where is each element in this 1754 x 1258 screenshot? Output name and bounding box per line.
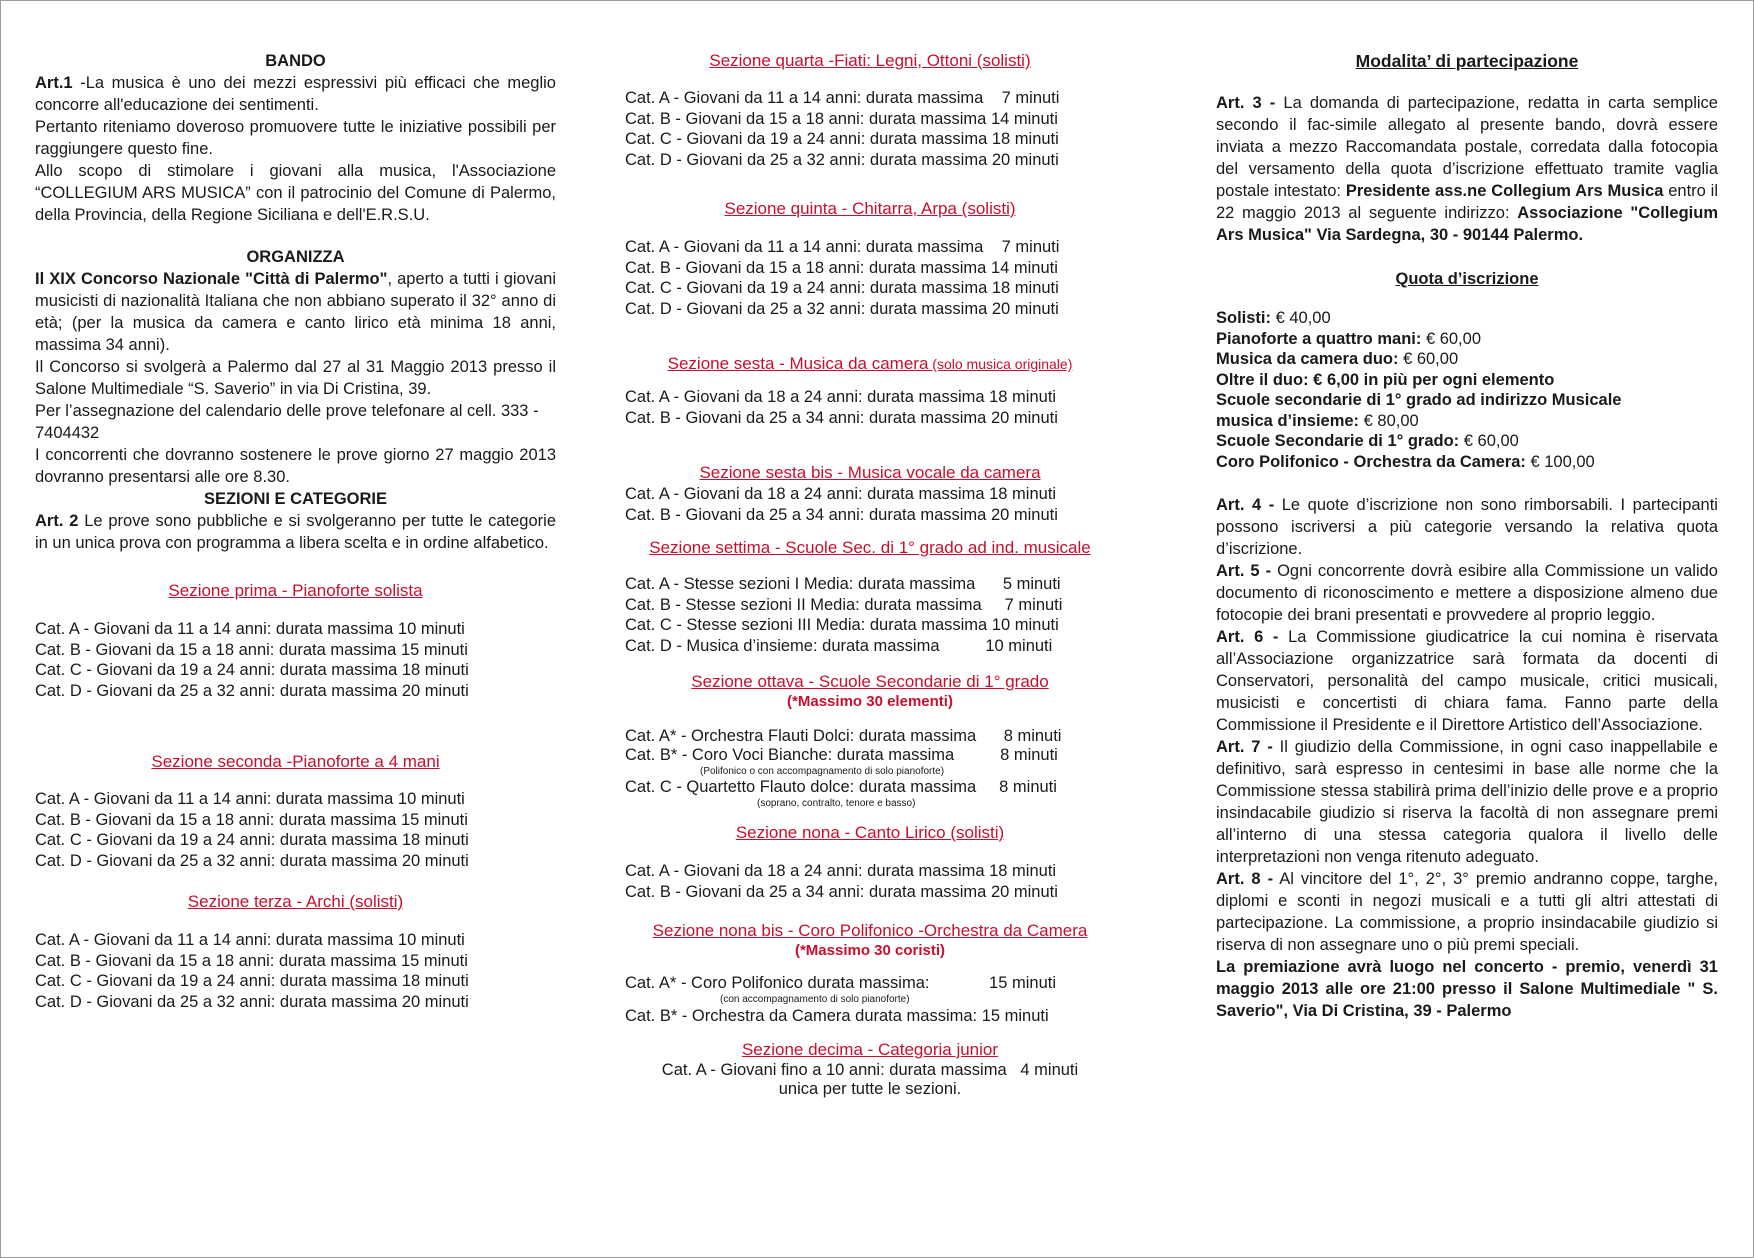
category-line: Cat. C - Giovani da 19 a 24 anni: durata massima 18 minuti: [625, 130, 1059, 148]
category-line: Cat. C - Stesse sezioni III Media: durata massima 10 minuti: [625, 616, 1059, 634]
art4-label: Art. 4 -: [1216, 496, 1275, 514]
category-line: Cat. C - Giovani da 19 a 24 anni: durata massima 18 minuti: [35, 831, 469, 849]
quota-value: € 60,00: [1398, 350, 1459, 368]
category-line: Cat. B - Giovani da 15 a 18 anni: durata massima 14 minuti: [625, 258, 1058, 277]
category-line: Cat. C - Quartetto Flauto dolce: durata massima 8 minuti: [625, 778, 1057, 796]
section-10-note: unica per tutte le sezioni.: [778, 1080, 962, 1098]
category-line: Cat. C - Giovani da 19 a 24 anni: durata massima 18 minuti: [35, 661, 469, 679]
category-line: Cat. A - Giovani da 18 a 24 anni: durata massima 18 minuti: [625, 388, 1057, 406]
art3-recipient: Presidente ass.ne Collegium Ars Musica: [1345, 182, 1664, 200]
art7-paragraph: [1216, 736, 1718, 868]
category-line: Cat. A - Giovani da 11 a 14 anni: durata massima 7 minuti: [625, 238, 1060, 256]
section-8-categories: [625, 727, 1115, 810]
quota-label: Coro Polifonico - Orchestra da Camera:: [1216, 452, 1526, 471]
art5-label: Art. 5 -: [1216, 562, 1272, 580]
art8-text: Al vincitore del 1°, 2°, 3° premio andranno coppe, targhe, diplomi e sconti in negozi musicali e a tutti gli altri attestati di partecipazione. La commissione, a proprio insindacabile giudizio si riserva di non assegnare uno o più premi speciali.: [1216, 870, 1718, 954]
organizza-title: ORGANIZZA: [246, 248, 345, 266]
art1-paragraph-2: Pertanto riteniamo doveroso promuovere tutte le iniziative possibili per raggiungere questo fine.: [35, 118, 556, 158]
section-6-categories: [625, 387, 1115, 428]
art7-label: Art. 7 -: [1216, 738, 1273, 756]
category-line: Cat. D - Musica d’insieme: durata massima 10 minuti: [625, 636, 1053, 655]
category-note: (soprano, contralto, tenore e basso): [757, 798, 916, 809]
section-9bis-subtitle: (*Massimo 30 coristi): [794, 942, 946, 959]
art8-label: Art. 8 -: [1216, 870, 1274, 888]
category-line: Cat. D - Giovani da 25 a 32 anni: durata massima 20 minuti: [35, 851, 469, 870]
section-6-title-main: Sezione sesta - Musica da camera: [667, 354, 929, 373]
section-1-categories: [35, 619, 556, 701]
quota-item: [1216, 349, 1718, 370]
category-note: (Polifonico o con accompagnamento di solo pianoforte): [700, 766, 945, 777]
category-line: Cat. A - Giovani da 11 a 14 anni: durata massima 10 minuti: [35, 620, 465, 638]
art5-text: Ogni concorrente dovrà esibire alla Commissione un valido documento di riconoscimento e mettere a disposizione almeno due fotocopie dei brani presentati e provvedere al proprio leggio.: [1216, 562, 1718, 624]
category-line: Cat. B - Giovani da 25 a 34 anni: durata massima 20 minuti: [625, 505, 1058, 524]
category-line: Cat. A* - Orchestra Flauti Dolci: durata massima 8 minuti: [625, 727, 1062, 745]
category-line: Cat. A - Stesse sezioni I Media: durata massima 5 minuti: [625, 575, 1061, 593]
quota-value: € 6,00 in più per ogni elemento: [1308, 370, 1555, 389]
art6-paragraph: [1216, 626, 1718, 736]
art3-label: Art. 3 -: [1216, 94, 1276, 112]
section-1-title: Sezione prima - Pianoforte solista: [168, 581, 423, 600]
quota-label: Oltre il duo:: [1216, 370, 1309, 389]
section-5-categories: [625, 237, 1115, 319]
organizza-paragraph-3: Per l’assegnazione del calendario delle prove telefonare al cell. 333 - 7404432: [35, 402, 539, 442]
section-9-categories: [625, 861, 1115, 902]
quota-item: [1216, 431, 1718, 452]
quota-label: Pianoforte a quattro mani:: [1216, 329, 1422, 348]
section-9bis-categories: [625, 974, 1115, 1027]
quota-item: [1216, 452, 1718, 473]
category-line: Cat. D - Giovani da 25 a 32 anni: durata massima 20 minuti: [625, 150, 1059, 169]
organizza-paragraph-4: I concorrenti che dovranno sostenere le prove giorno 27 maggio 2013 dovranno presentarsi alle ore 8.30.: [35, 446, 556, 486]
quota-title: Quota d’iscrizione: [1395, 270, 1539, 288]
category-line: Cat. C - Giovani da 19 a 24 anni: durata massima 18 minuti: [35, 972, 469, 990]
quota-value: € 40,00: [1271, 309, 1331, 327]
art3-text-2: entro il 22 maggio 2013 al seguente indirizzo:: [1216, 182, 1718, 222]
category-note: (con accompagnamento di solo pianoforte): [720, 994, 910, 1005]
section-6bis-title: Sezione sesta bis - Musica vocale da camera: [699, 463, 1041, 482]
organizza-paragraph-2: Il Concorso si svolgerà a Palermo dal 27 al 31 Maggio 2013 presso il Salone Multimediale “S. Saverio” in via Di Cristina, 39.: [35, 358, 556, 398]
category-line: Cat. A* - Coro Polifonico durata massima: 15 minuti: [625, 974, 1057, 992]
column-left: [35, 50, 556, 1012]
category-line: Cat. A - Giovani da 11 a 14 anni: durata massima 10 minuti: [35, 931, 465, 949]
section-3-title: Sezione terza - Archi (solisti): [187, 892, 404, 911]
quota-value: € 60,00: [1459, 432, 1519, 450]
art6-label: Art. 6 -: [1216, 628, 1279, 646]
art2-paragraph: [35, 510, 556, 554]
category-line: Cat. A - Giovani da 18 a 24 anni: durata massima 18 minuti: [625, 862, 1057, 880]
category-line: Cat. B - Giovani da 15 a 18 anni: durata massima 15 minuti: [35, 951, 468, 970]
art5-paragraph: [1216, 560, 1718, 626]
category-line: Cat. A - Giovani da 11 a 14 anni: durata massima 10 minuti: [35, 790, 465, 808]
art2-text: Le prove sono pubbliche e si svolgeranno per tutte le categorie in un unica prova con programma a libera scelta e in ordine alfabetico.: [35, 512, 556, 552]
art1-text: -La musica è uno dei mezzi espressivi più efficaci che meglio concorre all'educazione dei sentimenti.: [35, 74, 556, 114]
art4-text: Le quote d’iscrizione non sono rimborsabili. I partecipanti possono iscriversi a più categorie versando la relativa quota d’iscrizione.: [1216, 496, 1718, 558]
art7-text: Il giudizio della Commissione, in ogni caso inappellabile e definitivo, sarà espresso in centesimi in base alle norme che la Commissione stessa stabilirà prima dell’inizio delle prove e a proprio insindacabile giudizio si riserva la facoltà di non assegnare premi all’interno di una stessa categoria qualora il livello delle interpretazioni non venga ritenuto adeguato.: [1216, 738, 1718, 866]
section-6-title-note: (solo musica originale): [928, 356, 1073, 372]
category-line: Cat. B - Giovani da 15 a 18 anni: durata massima 14 minuti: [625, 109, 1058, 128]
category-line: Cat. B - Giovani da 15 a 18 anni: durata massima 15 minuti: [35, 810, 468, 829]
category-line: Cat. D - Giovani da 25 a 32 anni: durata massima 20 minuti: [35, 992, 469, 1011]
section-7-title: Sezione settima - Scuole Sec. di 1° grado ad ind. musicale: [649, 538, 1091, 557]
category-line: Cat. D - Giovani da 25 a 32 anni: durata massima 20 minuti: [35, 681, 469, 700]
quota-label: Musica da camera duo:: [1216, 350, 1399, 368]
art3-text: La domanda di partecipazione, redatta in carta semplice secondo il fac-simile allegato al presente bando, dovrà essere inviata a mezzo Raccomandata postale, corredata dalla fotocopia del versamento della quota d’iscrizione effettuato tramite vaglia postale intestato:: [1216, 94, 1718, 200]
section-4-categories: [625, 88, 1115, 170]
category-line: Cat. B* - Orchestra da Camera durata massima: 15 minuti: [625, 1007, 1049, 1025]
organizza-text: , aperto a tutti i giovani musicisti di nazionalità Italiana che non abbiano superato il 32° anno di età; (per la musica da camera e canto lirico età minima 18 anni, massima 34 anni).: [35, 270, 556, 354]
category-line: Cat. A - Giovani da 11 a 14 anni: durata massima 7 minuti: [625, 89, 1060, 107]
section-8-subtitle: (*Massimo 30 elementi): [787, 693, 953, 710]
section-9bis-title: Sezione nona bis - Coro Polifonico -Orchestra da Camera: [652, 921, 1088, 940]
category-line: Cat. B - Giovani da 25 a 34 anni: durata massima 20 minuti: [625, 882, 1058, 901]
section-6-title: [625, 353, 1115, 375]
quota-list: [1216, 308, 1718, 472]
category-line: Cat. D - Giovani da 25 a 32 anni: durata massima 20 minuti: [625, 299, 1059, 318]
art6-text: La Commissione giudicatrice la cui nomina è riservata all’Associazione organizzatrice sarà formata da docenti di Conservatori, personalità del campo musicale, critici musicali, musicisti e concertisti di chiara fama. Fanno parte della Commissione il Presidente e il Direttore Artistico dell’Associazione.: [1216, 628, 1718, 734]
section-4-title: Sezione quarta -Fiati: Legni, Ottoni (solisti): [709, 51, 1031, 70]
concorso-name: Il XIX Concorso Nazionale "Città di Palermo": [35, 270, 388, 288]
premiazione-paragraph: La premiazione avrà luogo nel concerto - premio, venerdì 31 maggio 2013 alle ore 21:00 presso il Salone Multimediale " S. Saverio", Via Di Cristina, 39 - Palermo: [1216, 958, 1718, 1020]
quota-label: Scuole secondarie di 1° grado ad indirizzo Musicale musica d’insieme:: [1216, 391, 1622, 430]
organizza-paragraph: [35, 268, 556, 356]
art8-paragraph: [1216, 868, 1718, 956]
column-right: [1216, 50, 1718, 1022]
quota-label: Solisti:: [1216, 309, 1272, 327]
category-line: Cat. B - Giovani da 15 a 18 anni: durata massima 15 minuti: [35, 640, 468, 659]
modalita-title: Modalita’ di partecipazione: [1355, 51, 1579, 71]
category-line: Cat. B - Stesse sezioni II Media: durata massima 7 minuti: [625, 595, 1063, 614]
category-line: Cat. B* - Coro Voci Bianche: durata massima 8 minuti: [625, 746, 1058, 764]
category-line: Cat. B - Giovani da 25 a 34 anni: durata massima 20 minuti: [625, 408, 1058, 427]
art3-paragraph: [1216, 92, 1718, 246]
category-line: Cat. A - Giovani da 18 a 24 anni: durata massima 18 minuti: [625, 485, 1057, 503]
quota-value: € 80,00: [1359, 411, 1419, 430]
quota-item: [1216, 308, 1718, 329]
quota-value: € 100,00: [1525, 452, 1595, 471]
art4-paragraph: [1216, 494, 1718, 560]
art1-paragraph-3: Allo scopo di stimolare i giovani alla musica, l'Associazione “COLLEGIUM ARS MUSICA” con il patrocinio del Comune di Palermo, della Provincia, della Regione Siciliana e dell'E.R.S.U.: [35, 162, 556, 224]
category-line: Cat. C - Giovani da 19 a 24 anni: durata massima 18 minuti: [625, 279, 1059, 297]
section-3-categories: [35, 930, 556, 1012]
quota-value: € 60,00: [1421, 329, 1481, 348]
quota-item: [1216, 390, 1656, 431]
quota-item: [1216, 370, 1718, 391]
art1-label: Art.1: [35, 74, 73, 92]
quota-label: Scuole Secondarie di 1° grado:: [1216, 432, 1460, 450]
section-8-title: Sezione ottava - Scuole Secondarie di 1° grado: [691, 672, 1049, 691]
section-5-title: Sezione quinta - Chitarra, Arpa (solisti): [724, 199, 1016, 218]
section-7-categories: [625, 574, 1115, 656]
section-6bis-categories: [625, 484, 1115, 525]
bando-title: BANDO: [265, 52, 326, 70]
section-10-category: Cat. A - Giovani fino a 10 anni: durata massima 4 minuti: [661, 1061, 1079, 1079]
sezioni-title: SEZIONI E CATEGORIE: [203, 490, 388, 508]
section-2-title: Sezione seconda -Pianoforte a 4 mani: [151, 752, 440, 771]
column-middle: [625, 50, 1115, 1099]
section-10-title: Sezione decima - Categoria junior: [741, 1040, 999, 1059]
art2-label: Art. 2: [35, 512, 79, 530]
quota-item: [1216, 329, 1718, 350]
art1-paragraph: [35, 72, 556, 116]
section-2-categories: [35, 789, 556, 871]
art3-address: Associazione "Collegium Ars Musica" Via Sardegna, 30 - 90144 Palermo.: [1216, 204, 1718, 244]
section-9-title: Sezione nona - Canto Lirico (solisti): [735, 823, 1005, 842]
